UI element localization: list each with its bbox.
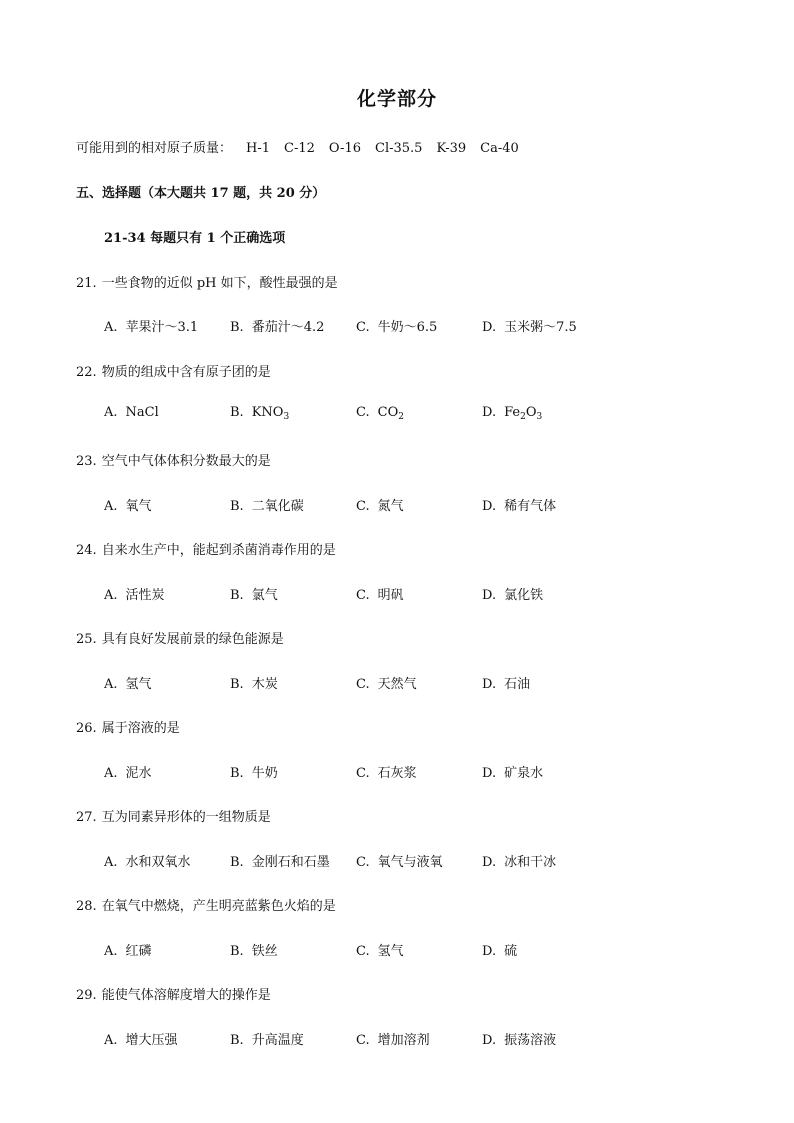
atomic-mass-item: C-12	[284, 141, 315, 156]
question-text: 自来水生产中，能起到杀菌消毒作用的是	[101, 543, 336, 558]
option-letter: C.	[356, 944, 370, 959]
option-text: 冰和干冰	[504, 855, 557, 870]
option-letter: B.	[230, 320, 244, 335]
option-a[interactable]	[104, 851, 191, 870]
option-text: 稀有气体	[504, 499, 557, 514]
option-letter: C.	[356, 855, 370, 870]
option-a[interactable]	[104, 584, 165, 603]
question-number: 22.	[76, 365, 97, 380]
option-text: 苹果汁～3.1	[125, 320, 199, 335]
option-text: 活性炭	[125, 588, 165, 603]
chemical-formula: $Fe_2O_3$	[504, 405, 543, 422]
option-letter: A.	[104, 320, 118, 335]
option-letter: A.	[104, 944, 118, 959]
option-text: 石灰浆	[377, 766, 417, 781]
option-letter: C.	[356, 320, 370, 335]
option-d[interactable]	[482, 762, 543, 781]
option-letter: C.	[356, 499, 370, 514]
atomic-mass-item: H-1	[246, 141, 271, 156]
option-letter: B.	[230, 944, 244, 959]
option-text: 木炭	[251, 677, 278, 692]
option-b[interactable]	[230, 1029, 304, 1048]
option-d[interactable]	[482, 1029, 556, 1048]
option-letter: A.	[104, 499, 118, 514]
option-text: 氮气	[377, 499, 404, 514]
option-letter: C.	[356, 405, 370, 420]
option-text: 水和双氧水	[125, 855, 191, 870]
option-text: 泥水	[125, 766, 152, 781]
option-b[interactable]	[230, 495, 304, 514]
option-b[interactable]	[230, 762, 278, 781]
option-a[interactable]	[104, 495, 152, 514]
option-b[interactable]	[230, 316, 324, 335]
option-text: 玉米粥～7.5	[504, 320, 577, 335]
option-text: 矿泉水	[504, 766, 544, 781]
option-c[interactable]	[356, 673, 417, 692]
option-text: 二氧化碳	[251, 499, 304, 514]
option-text: 氢气	[377, 944, 404, 959]
option-text: 牛奶	[251, 766, 278, 781]
question-text: 一些食物的近似 pH 如下，酸性最强的是	[101, 276, 338, 291]
option-d[interactable]	[482, 673, 530, 692]
option-text: 石油	[504, 677, 531, 692]
option-c[interactable]	[356, 316, 437, 335]
option-c[interactable]	[356, 1029, 430, 1048]
option-c[interactable]	[356, 405, 404, 420]
option-letter: A.	[104, 855, 118, 870]
option-text: 天然气	[377, 677, 417, 692]
option-text: 牛奶～6.5	[377, 320, 438, 335]
option-c[interactable]	[356, 940, 404, 959]
option-letter: C.	[356, 1033, 370, 1048]
option-letter: C.	[356, 588, 370, 603]
page-title: 化学部分	[356, 88, 437, 110]
option-letter: D.	[482, 855, 497, 870]
question-number: 29.	[76, 988, 97, 1003]
question-29	[76, 984, 271, 1003]
option-text: 升高温度	[251, 1033, 304, 1048]
option-b[interactable]	[230, 673, 278, 692]
question-22	[76, 361, 271, 380]
question-text: 属于溶液的是	[101, 721, 180, 736]
option-text: 氯气	[251, 588, 278, 603]
option-text: 番茄汁～4.2	[251, 320, 325, 335]
option-text: 红磷	[125, 944, 152, 959]
option-b[interactable]	[230, 851, 330, 870]
atomic-mass-item: Cl-35.5	[375, 141, 423, 156]
option-d[interactable]	[482, 405, 542, 420]
question-text: 物质的组成中含有原子团的是	[101, 365, 271, 380]
option-letter: D.	[482, 499, 497, 514]
option-c[interactable]	[356, 495, 404, 514]
section-instruction: 21-34 每题只有 1 个正确选项	[104, 231, 286, 246]
atomic-mass-item: Ca-40	[480, 141, 519, 156]
question-number: 25.	[76, 632, 97, 647]
option-c[interactable]	[356, 584, 404, 603]
option-letter: D.	[482, 320, 497, 335]
option-letter: A.	[104, 588, 118, 603]
option-d[interactable]	[482, 316, 577, 335]
option-text: 氧气	[125, 499, 152, 514]
option-d[interactable]	[482, 584, 543, 603]
question-number: 24.	[76, 543, 97, 558]
question-text: 能使气体溶解度增大的操作是	[101, 988, 271, 1003]
question-24	[76, 539, 336, 558]
question-text: 空气中气体体积分数最大的是	[101, 454, 271, 469]
option-letter: C.	[356, 677, 370, 692]
option-letter: D.	[482, 677, 497, 692]
question-21	[76, 272, 338, 291]
option-letter: A.	[104, 766, 118, 781]
option-b[interactable]	[230, 940, 278, 959]
option-letter: A.	[104, 405, 118, 420]
option-text: 金刚石和石墨	[251, 855, 330, 870]
option-letter: D.	[482, 766, 497, 781]
option-text: 氢气	[125, 677, 152, 692]
option-b[interactable]	[230, 405, 289, 420]
option-text: 振荡溶液	[504, 1033, 557, 1048]
question-number: 27.	[76, 810, 97, 825]
question-number: 21.	[76, 276, 97, 291]
option-letter: D.	[482, 588, 497, 603]
option-c[interactable]	[356, 762, 417, 781]
option-a[interactable]	[104, 405, 159, 420]
question-number: 23.	[76, 454, 97, 469]
option-a[interactable]	[104, 762, 152, 781]
option-d[interactable]	[482, 940, 517, 959]
option-letter: A.	[104, 1033, 118, 1048]
option-d[interactable]	[482, 851, 556, 870]
question-number: 28.	[76, 899, 97, 914]
option-letter: B.	[230, 499, 244, 514]
chemical-formula: $KNO_3$	[251, 405, 290, 422]
option-letter: B.	[230, 677, 244, 692]
option-text: 铁丝	[251, 944, 278, 959]
option-letter: B.	[230, 1033, 244, 1048]
option-text: 硫	[504, 944, 518, 959]
section-heading: 五、选择题（本大题共 17 题，共 20 分）	[76, 186, 326, 201]
option-letter: D.	[482, 405, 497, 420]
atomic-masses-line	[76, 137, 519, 156]
option-a[interactable]	[104, 673, 152, 692]
option-a[interactable]	[104, 1029, 178, 1048]
option-d[interactable]	[482, 495, 556, 514]
option-letter: B.	[230, 766, 244, 781]
question-25	[76, 628, 284, 647]
option-b[interactable]	[230, 584, 278, 603]
question-23	[76, 450, 271, 469]
option-letter: D.	[482, 1033, 497, 1048]
option-letter: B.	[230, 588, 244, 603]
question-27	[76, 806, 271, 825]
question-number: 26.	[76, 721, 97, 736]
question-28	[76, 895, 336, 914]
option-letter: D.	[482, 944, 497, 959]
chemical-formula: $CO_2$	[377, 405, 404, 422]
question-26	[76, 717, 180, 736]
option-text: 氯化铁	[504, 588, 544, 603]
question-text: 具有良好发展前景的绿色能源是	[101, 632, 284, 647]
option-letter: C.	[356, 766, 370, 781]
option-a[interactable]	[104, 316, 198, 335]
option-text: 增大压强	[125, 1033, 178, 1048]
option-c[interactable]	[356, 851, 443, 870]
option-text: 增加溶剂	[377, 1033, 430, 1048]
option-text: 氧气与液氧	[377, 855, 443, 870]
option-a[interactable]	[104, 940, 152, 959]
atomic-mass-item: O-16	[328, 141, 361, 156]
chemical-formula: NaCl	[125, 405, 159, 420]
question-text: 互为同素异形体的一组物质是	[101, 810, 271, 825]
option-text: 明矾	[377, 588, 404, 603]
question-text: 在氧气中燃烧，产生明亮蓝紫色火焰的是	[101, 899, 336, 914]
option-letter: B.	[230, 855, 244, 870]
atomic-mass-item: K-39	[436, 141, 467, 156]
option-letter: A.	[104, 677, 118, 692]
option-letter: B.	[230, 405, 244, 420]
atomic-masses-label: 可能用到的相对原子质量：	[76, 141, 233, 156]
